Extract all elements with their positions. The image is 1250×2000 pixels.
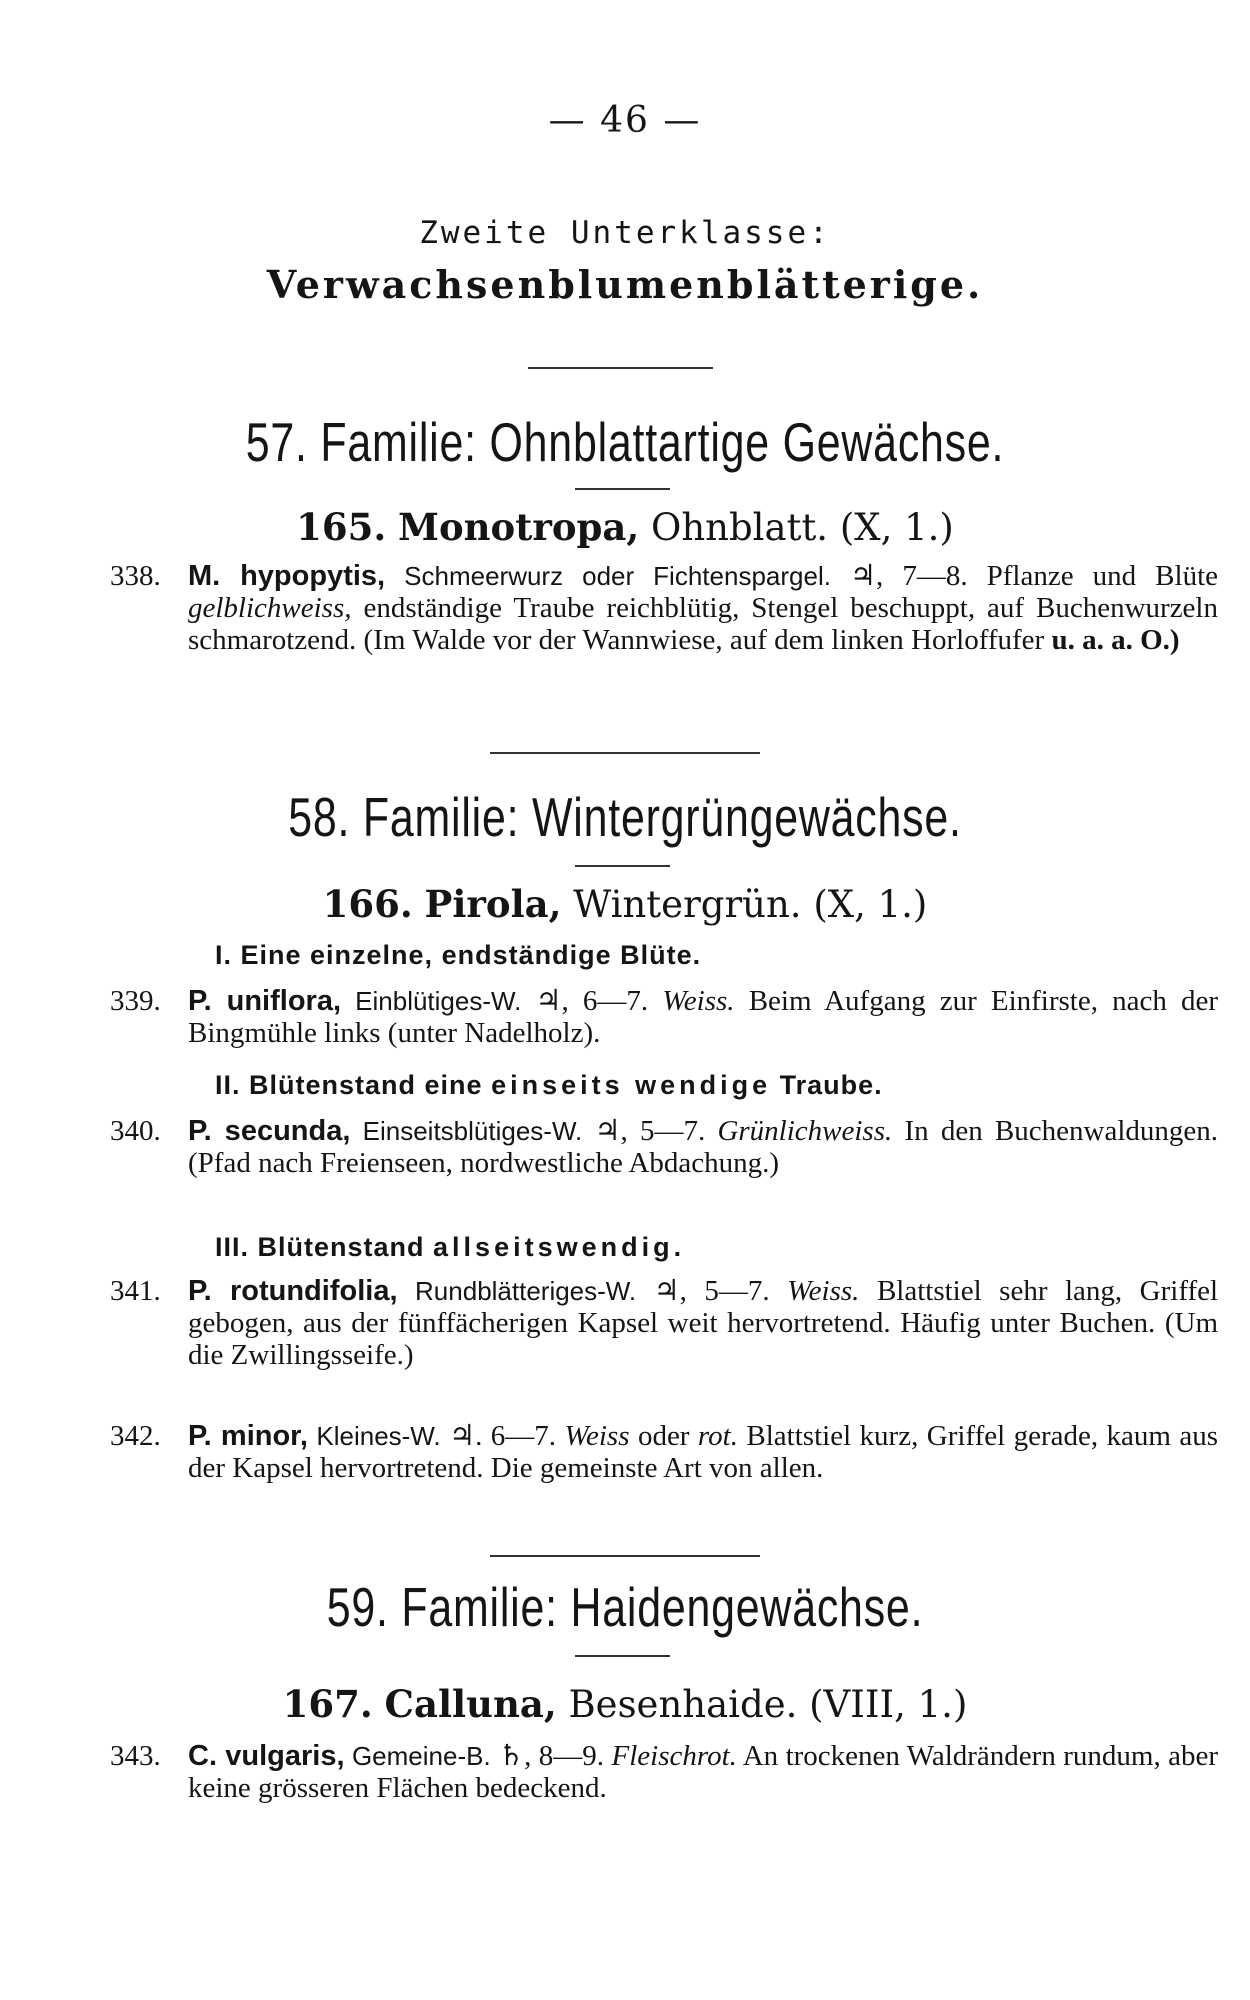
subclass-label: Zweite Unterklasse: <box>419 215 831 251</box>
species-entry-340: 340. P. secunda, Einseitsblütiges-W. ♃, 5—7. Grünlichweiss. In den Buchenwaldungen. (Pfad nach Freienseen, nordwestliche Abdachung.) <box>110 1115 1219 1179</box>
species-entry-339: 339. P. uniflora, Einblütiges-W. ♃, 6—7. Weiss. Beim Aufgang zur Einfirste, nach der Bingmühle links (unter Nadelholz). <box>110 985 1219 1049</box>
family-heading-58: 58. Familie: Wintergrüngewächse. <box>288 786 962 848</box>
page-number: — 46 — <box>548 100 702 141</box>
divider <box>490 1555 760 1557</box>
divider <box>528 367 713 369</box>
group-heading-2: II. Blütenstand eine einseits wendige Traube. <box>215 1070 883 1100</box>
divider <box>575 865 670 867</box>
family-heading-59: 59. Familie: Haidengewächse. <box>326 1576 924 1638</box>
species-entry-342: 342. P. minor, Kleines-W. ♃. 6—7. Weiss oder rot. Blattstiel kurz, Griffel gerade, kaum aus der Kapsel hervortretend. Die gemeinste Art von allen. <box>110 1420 1219 1484</box>
species-entry-343: 343. C. vulgaris, Gemeine-B. ♄, 8—9. Fleischrot. An trockenen Waldrändern rundum, aber keine grösseren Flächen bedeckend. <box>110 1740 1219 1804</box>
genus-heading-166: 166. Pirola, Wintergrün. (X, 1.) <box>322 882 928 926</box>
species-entry-341: 341. P. rotundifolia, Rundblätteriges-W. ♃, 5—7. Weiss. Blattstiel sehr lang, Griffel gebogen, aus der fünffächerigen Kapsel weit hervortretend. Häufig unter Buchen. (Um die Zwillingsseife.) <box>110 1275 1219 1371</box>
group-heading-1: I. Eine einzelne, endständige Blüte. <box>215 940 702 970</box>
species-entry-338: 338. M. hypopytis, Schmeerwurz oder Fichtenspargel. ♃, 7—8. Pflanze und Blüte gelblichweiss, endständige Traube reichblütig, Stengel beschuppt, auf Buchenwurzeln schmarotzend. (Im Walde vor der Wannwiese, auf dem linken Horloffufer u. a. a. O.) <box>110 560 1219 656</box>
divider <box>490 752 760 754</box>
divider <box>575 1655 670 1657</box>
subclass-title: Verwachsenblumenblätterige. <box>266 262 984 307</box>
family-heading-57: 57. Familie: Ohnblattartige Gewächse. <box>245 411 1005 473</box>
genus-heading-167: 167. Calluna, Besenhaide. (VIII, 1.) <box>282 1682 968 1726</box>
genus-heading-165: 165. Monotropa, Ohnblatt. (X, 1.) <box>296 505 954 549</box>
divider <box>575 488 670 490</box>
group-heading-3: III. Blütenstand allseitswendig. <box>215 1232 686 1262</box>
